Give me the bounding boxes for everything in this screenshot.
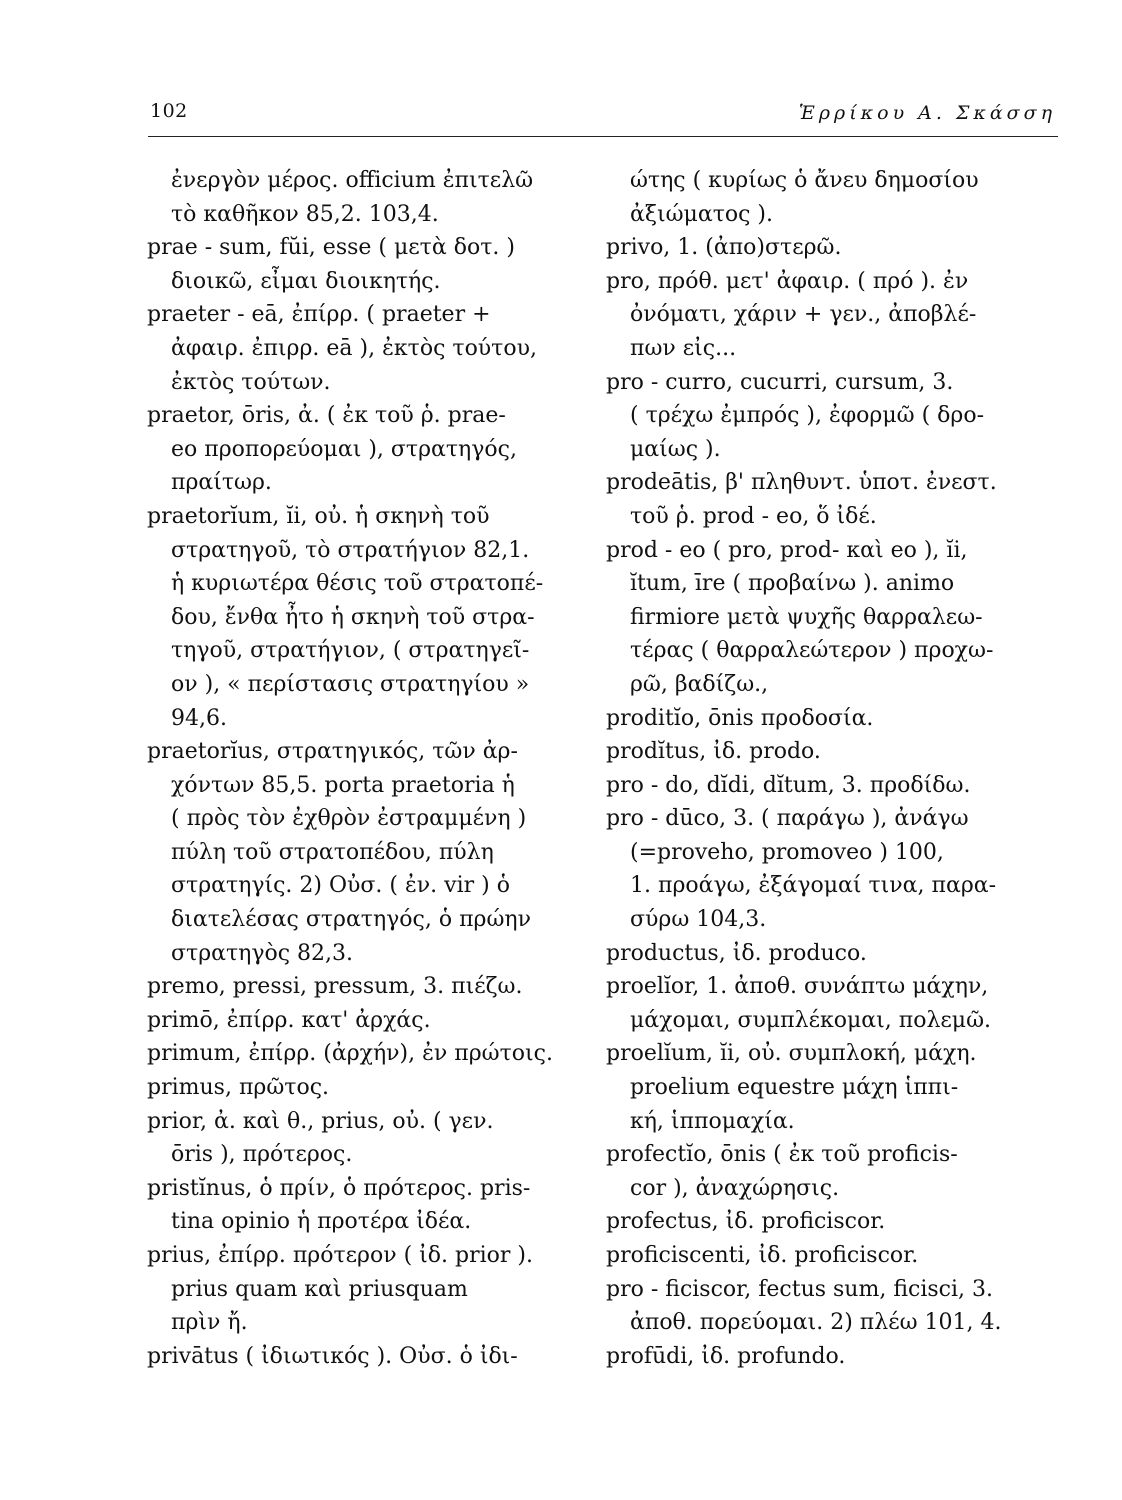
dictionary-line: pro - ficiscor, fectus sum, ficisci, 3. [606,1276,993,1302]
dictionary-line: ον ), « περίστασις στρατηγίου » [171,671,530,697]
dictionary-line: prior, ἀ. καὶ θ., prius, οὐ. ( γεν. [147,1108,494,1134]
dictionary-line: prius quam καὶ priusquam [171,1276,468,1302]
running-head: Ἑρρίκου Α. Σκάσση [798,102,1056,124]
dictionary-line: cor ), ἀναχώρησις. [630,1175,840,1201]
dictionary-line: ἐνεργὸν μέρος. officium ἐπιτελῶ [171,168,534,193]
dictionary-line: firmiore μετὰ ψυχῆς θαρραλεω- [630,604,983,630]
dictionary-line: prodeātis, β' πληθυντ. ὑποτ. ἐνεστ. [606,470,997,496]
dictionary-line: πραίτωρ. [171,470,272,496]
dictionary-line: τέρας ( θαρραλεώτερον ) προχω- [630,638,994,664]
dictionary-line: prod - eo ( pro, prod- καὶ eo ), ĭi, [606,537,968,563]
dictionary-line: ( πρὸς τὸν ἐχθρὸν ἐστραμμένη ) [171,806,527,832]
left-column [147,164,577,1373]
dictionary-line: ĭtum, īre ( προβαίνω ). animo [630,571,955,597]
dictionary-line: tina opinio ἡ προτέρα ἰδέα. [171,1209,472,1235]
dictionary-line: praetor, ōris, ἀ. ( ἐκ τοῦ ῥ. prae- [147,403,506,429]
dictionary-line: praetorĭum, ĭi, οὐ. ἡ σκηνὴ τοῦ [147,503,490,529]
dictionary-line: ώτης ( κυρίως ὁ ἄνευ δημοσίου [630,168,979,193]
right-column [606,164,1036,1373]
dictionary-line: proditĭo, ōnis προδοσία. [606,705,874,731]
dictionary-line: ἐκτὸς τούτων. [171,369,331,395]
dictionary-line: privātus ( ἰδιωτικός ). Οὐσ. ὁ ἰδι- [147,1343,518,1369]
dictionary-line: μαίως ). [630,436,721,462]
dictionary-line: διοικῶ, εἶμαι διοικητής. [171,268,441,294]
dictionary-line: ἡ κυριωτέρα θέσις τοῦ στρατοπέ- [171,571,544,597]
dictionary-line: χόντων 85,5. porta praetoria ἡ [171,772,515,798]
dictionary-line: proficiscenti, ἰδ. proficiscor. [606,1243,919,1268]
dictionary-line: profectĭo, ōnis ( ἐκ τοῦ proficis- [606,1142,958,1168]
dictionary-line: ὀνόματι, χάριν + γεν., ἀποβλέ- [630,302,977,328]
header-rule [148,136,1058,137]
dictionary-line: productus, ἰδ. produco. [606,940,867,966]
dictionary-line: pro - dūco, 3. ( παράγω ), ἀνάγω [606,806,969,832]
dictionary-line: ( τρέχω ἐμπρός ), ἐφορμῶ ( δρο- [630,403,985,429]
dictionary-line: 1. προάγω, ἐξάγομαί τινα, παρα- [630,873,997,899]
dictionary-line: pro - do, dĭdi, dĭtum, 3. προδίδω. [606,772,971,798]
dictionary-line: profectus, ἰδ. proficiscor. [606,1209,886,1235]
dictionary-line: praeter - eā, ἐπίρρ. ( praeter + [147,302,491,328]
dictionary-line: ōris ), πρότερος. [171,1142,353,1168]
dictionary-line: proelĭum, ĭi, οὐ. συμπλοκή, μάχη. [606,1041,977,1067]
dictionary-line: privo, 1. (ἀπο)στερῶ. [606,235,842,261]
page-number: 102 [150,100,188,122]
dictionary-line: prae - sum, fŭi, esse ( μετὰ δοτ. ) [147,235,515,261]
dictionary-line: πρὶν ἤ. [171,1310,248,1336]
dictionary-line: τοῦ ῥ. prod - eo, ὅ ἰδέ. [630,503,877,529]
dictionary-line: pro, πρόθ. μετ' ἀφαιρ. ( πρό ). ἐν [606,268,969,294]
dictionary-line: πων εἰς... [630,335,737,361]
dictionary-line: ἀφαιρ. ἐπιρρ. eā ), ἐκτὸς τούτου, [171,335,537,361]
dictionary-line: στρατηγίς. 2) Οὐσ. ( ἐν. vir ) ὁ [171,873,510,899]
dictionary-line: διατελέσας στρατηγός, ὁ πρώην [171,907,531,933]
dictionary-line: ἀποθ. πορεύομαι. 2) πλέω 101, 4. [630,1310,1002,1336]
dictionary-line: μάχομαι, συμπλέκομαι, πολεμῶ. [630,1007,992,1033]
dictionary-line: prius, ἐπίρρ. πρότερον ( ἰδ. prior ). [147,1243,533,1268]
dictionary-line: 94,6. [171,705,227,731]
dictionary-line: primus, πρῶτος. [147,1075,330,1101]
dictionary-line: praetorĭus, στρατηγικός, τῶν ἀρ- [147,739,518,765]
dictionary-line: pristĭnus, ὁ πρίν, ὁ πρότερος. pris- [147,1175,531,1201]
dictionary-line: ἀξιώματος ). [630,201,773,227]
dictionary-line: primō, ἐπίρρ. κατ' ἀρχάς. [147,1007,431,1033]
dictionary-line: profūdi, ἰδ. profundo. [606,1343,846,1369]
dictionary-line: proelium equestre μάχη ἱππι- [630,1075,959,1101]
dictionary-line: δου, ἔνθα ἦτο ἡ σκηνὴ τοῦ στρα- [171,604,535,630]
dictionary-line: eo προπορεύομαι ), στρατηγός, [171,436,517,462]
dictionary-line: σύρω 104,3. [630,907,767,933]
dictionary-line: pro - curro, cucurri, cursum, 3. [606,369,954,395]
dictionary-line: ρῶ, βαδίζω., [630,671,769,697]
dictionary-line: primum, ἐπίρρ. (ἀρχήν), ἐν πρώτοις. [147,1041,553,1067]
dictionary-line: premo, pressi, pressum, 3. πιέζω. [147,974,523,1000]
dictionary-line: κή, ἱππομαχία. [630,1108,795,1134]
dictionary-line: πύλη τοῦ στρατοπέδου, πύλη [171,839,494,865]
dictionary-line: proelĭor, 1. ἀποθ. συνάπτω μάχην, [606,974,989,1000]
dictionary-line: στρατηγὸς 82,3. [171,940,354,966]
dictionary-line: στρατηγοῦ, τὸ στρατήγιον 82,1. [171,537,530,563]
dictionary-line: τηγοῦ, στρατήγιον, ( στρατηγεῖ- [171,638,530,664]
dictionary-line: (=proveho, promoveo ) 100, [630,839,944,865]
dictionary-line: prodĭtus, ἰδ. prodo. [606,739,821,765]
dictionary-line: τὸ καθῆκον 85,2. 103,4. [171,201,439,227]
